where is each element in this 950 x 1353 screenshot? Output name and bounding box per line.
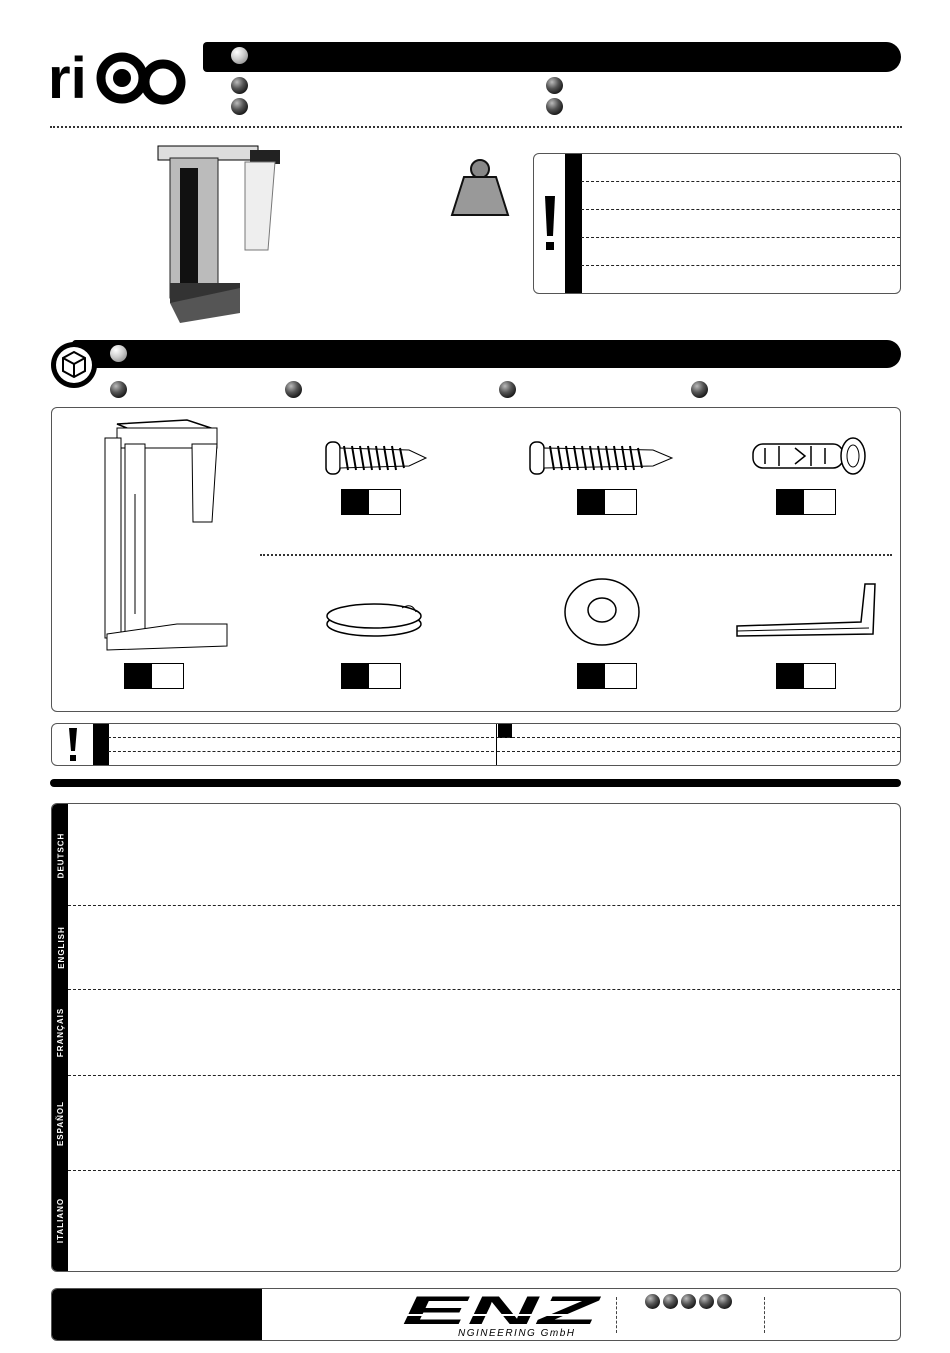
quantity-box bbox=[577, 663, 637, 689]
warning-panel bbox=[533, 153, 901, 294]
weight-icon bbox=[448, 157, 512, 221]
bullet bbox=[546, 98, 563, 115]
line bbox=[581, 209, 900, 210]
line bbox=[68, 905, 900, 906]
language-panel bbox=[51, 803, 901, 1272]
line bbox=[581, 265, 900, 266]
bullet bbox=[546, 77, 563, 94]
parts-bullet bbox=[110, 345, 127, 362]
part-screw-short-image bbox=[324, 438, 428, 478]
line bbox=[68, 1075, 900, 1076]
lang-label-it: ITALIANO bbox=[56, 1197, 66, 1244]
quantity-box bbox=[124, 663, 184, 689]
enz-logo-text: ENZ bbox=[402, 1292, 602, 1333]
part-washer-image bbox=[562, 576, 642, 648]
footer-dot bbox=[717, 1294, 732, 1309]
bullet bbox=[691, 381, 708, 398]
bullet bbox=[285, 381, 302, 398]
line bbox=[497, 737, 900, 738]
part-screw-long-image bbox=[528, 438, 674, 478]
quantity-box bbox=[577, 489, 637, 515]
lang-label-fr: FRANÇAIS bbox=[56, 1007, 66, 1058]
line bbox=[581, 181, 900, 182]
lang-label-de: DEUTSCH bbox=[56, 832, 66, 879]
product-image bbox=[150, 138, 290, 328]
footer-divider bbox=[764, 1297, 765, 1333]
notice-divider bbox=[496, 724, 497, 765]
bullet bbox=[499, 381, 516, 398]
title-bar bbox=[203, 42, 901, 72]
footer-dot bbox=[681, 1294, 696, 1309]
title-bullet bbox=[231, 47, 248, 64]
footer-dot bbox=[645, 1294, 660, 1309]
quantity-box bbox=[341, 663, 401, 689]
line bbox=[68, 1170, 900, 1171]
svg-text:ri: ri bbox=[48, 46, 87, 111]
quantity-box bbox=[776, 489, 836, 515]
package-box-icon bbox=[49, 340, 99, 390]
part-holder-image bbox=[97, 414, 267, 654]
divider bbox=[50, 126, 902, 128]
bullet bbox=[231, 98, 248, 115]
line bbox=[68, 989, 900, 990]
bullet bbox=[110, 381, 127, 398]
warning-bar bbox=[565, 154, 582, 293]
section-separator bbox=[50, 779, 901, 787]
parts-bar bbox=[72, 340, 901, 368]
line bbox=[581, 237, 900, 238]
parts-panel bbox=[51, 407, 901, 712]
footer-black-box bbox=[52, 1289, 262, 1340]
lang-label-es: ESPAÑOL bbox=[56, 1100, 66, 1146]
line bbox=[497, 751, 900, 752]
enz-logo-sub: NGINEERING GmbH bbox=[458, 1328, 576, 1338]
lang-label-en: ENGLISH bbox=[56, 926, 66, 969]
brand-logo bbox=[48, 42, 188, 112]
footer-dot bbox=[699, 1294, 714, 1309]
divider bbox=[260, 554, 892, 556]
line bbox=[108, 737, 494, 738]
part-allen-key-image bbox=[735, 578, 879, 640]
notice-bar bbox=[498, 724, 512, 738]
footer-dot bbox=[663, 1294, 678, 1309]
part-adhesive-pad-image bbox=[324, 594, 424, 640]
bullet bbox=[231, 77, 248, 94]
quantity-box bbox=[341, 489, 401, 515]
exclamation-icon bbox=[539, 194, 561, 254]
footer-divider bbox=[616, 1297, 617, 1333]
line bbox=[108, 751, 494, 752]
notice-bar bbox=[93, 724, 109, 765]
notice-strip bbox=[51, 723, 901, 766]
part-wall-plug-image bbox=[749, 434, 867, 478]
enz-logo bbox=[398, 1292, 608, 1338]
quantity-box bbox=[776, 663, 836, 689]
exclamation-icon bbox=[66, 727, 80, 763]
